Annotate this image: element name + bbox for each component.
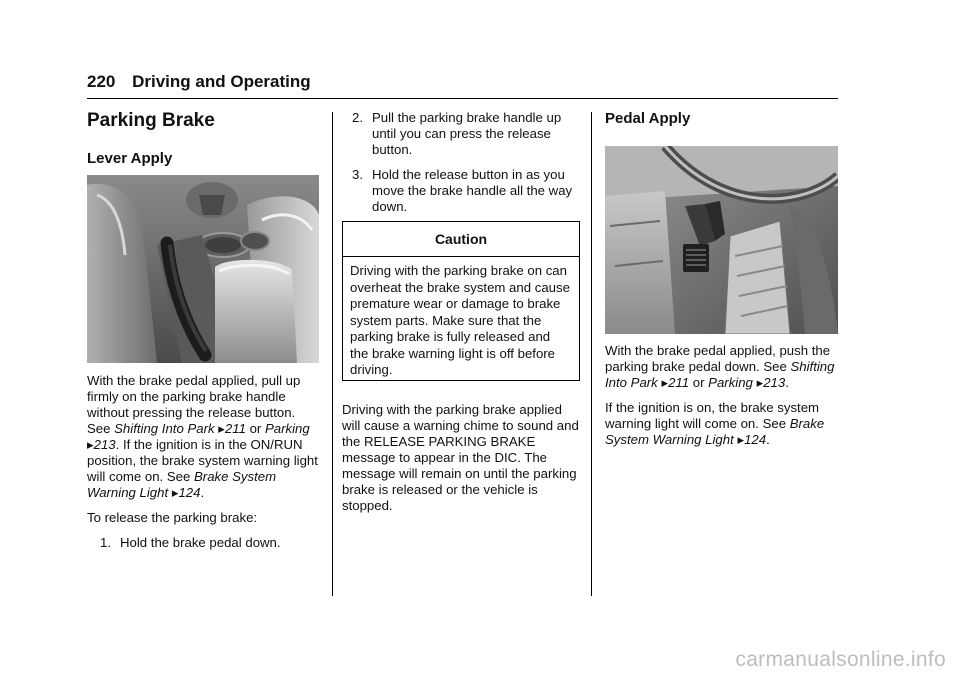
column-2 [352, 110, 580, 215]
page-reference-icon: ▸ [218, 421, 225, 436]
text-run: With the brake pedal applied, pull up firmly on the parking brake handle without pressing the release button. See [87, 373, 301, 436]
column-1-body [87, 373, 322, 551]
text-run: or [245, 421, 265, 436]
text-run: . [200, 485, 205, 500]
pedal-apply-paragraph [605, 343, 837, 391]
ref-brake-system-warning-light[interactable]: Brake System Warning Light [605, 416, 825, 447]
ref-page-124[interactable]: 124 [744, 432, 767, 447]
page-header [87, 72, 311, 92]
warning-chime-paragraph: Driving with the parking brake applied will cause a warning chime to sound and the RELEASE PARKING BRAKE message to appear in the DIC. The message will remain on until the parking brake is released or the vehicle is stopped. [342, 402, 579, 513]
lever-apply-heading: Lever Apply [87, 150, 173, 167]
caution-title: Caution [343, 222, 579, 257]
ref-page-213[interactable]: 213 [93, 437, 116, 452]
page-reference-icon: ▸ [661, 375, 669, 390]
ref-page-213[interactable]: 213 [763, 375, 786, 390]
ignition-paragraph [605, 400, 837, 448]
page-number: 220 [87, 72, 116, 91]
text-run: . [785, 375, 789, 390]
column-2-body [342, 402, 580, 514]
lever-apply-paragraph [87, 373, 322, 501]
caution-text: Driving with the parking brake on can overheat the brake system and cause premature wear or damage to brake system parts. Make sure that the parking brake is fully released and the brake warning light is off before driving. [350, 263, 570, 377]
page-reference-icon: ▸ [87, 437, 94, 452]
column-1 [87, 110, 322, 168]
ref-page-124[interactable]: 124 [178, 485, 201, 500]
list-item [352, 167, 580, 215]
step-number: 2. [352, 110, 363, 125]
step-text: Pull the parking brake handle up until you can press the release button. [372, 110, 562, 157]
ref-page-211[interactable]: 211 [668, 375, 690, 390]
ref-parking[interactable]: Parking [708, 375, 753, 390]
release-steps-list [100, 535, 322, 551]
header-rule [87, 98, 838, 99]
page-reference-icon: ▸ [756, 375, 764, 390]
text-run: . If the ignition is in the ON/RUN position, the brake system warning light will come on. See [87, 437, 318, 484]
lever-apply-image [87, 175, 319, 363]
ref-shifting-into-park[interactable]: Shifting Into Park [605, 359, 835, 390]
column-divider-1 [332, 112, 333, 596]
page-reference-icon: ▸ [737, 432, 745, 447]
step-number: 3. [352, 167, 363, 182]
step-number: 1. [100, 535, 111, 550]
text-run: If the ignition is on, the brake system warning light will come on. See [605, 400, 820, 431]
ref-parking[interactable]: Parking [264, 421, 310, 436]
parking-brake-pedal-illustration [605, 146, 838, 334]
ref-shifting-into-park[interactable]: Shifting Into Park [114, 421, 215, 436]
step-text: Hold the release button in as you move the brake handle all the way down. [372, 167, 573, 214]
list-item [352, 110, 580, 158]
column-3-body [605, 343, 837, 448]
caution-box [342, 221, 580, 381]
ref-page-211[interactable]: 211 [224, 421, 246, 436]
watermark-text: carmanualsonline.info [735, 648, 946, 671]
list-item [100, 535, 322, 551]
step-text: Hold the brake pedal down. [120, 535, 281, 550]
column-divider-2 [591, 112, 592, 596]
console-parking-lever-illustration [87, 175, 319, 363]
pedal-apply-image [605, 146, 838, 334]
ref-brake-system-warning-light[interactable]: Brake System Warning Light [87, 469, 277, 500]
release-steps-list-continued [352, 110, 580, 215]
pedal-apply-heading: Pedal Apply [605, 110, 691, 127]
section-heading: Parking Brake [87, 110, 215, 131]
release-intro: To release the parking brake: [87, 510, 258, 525]
page-reference-icon: ▸ [171, 485, 179, 500]
section-title: Driving and Operating [132, 72, 311, 91]
text-run: With the brake pedal applied, push the parking brake pedal down. See [605, 343, 831, 374]
text-run: . [766, 432, 770, 447]
column-3 [605, 110, 837, 128]
text-run: or [689, 375, 709, 390]
